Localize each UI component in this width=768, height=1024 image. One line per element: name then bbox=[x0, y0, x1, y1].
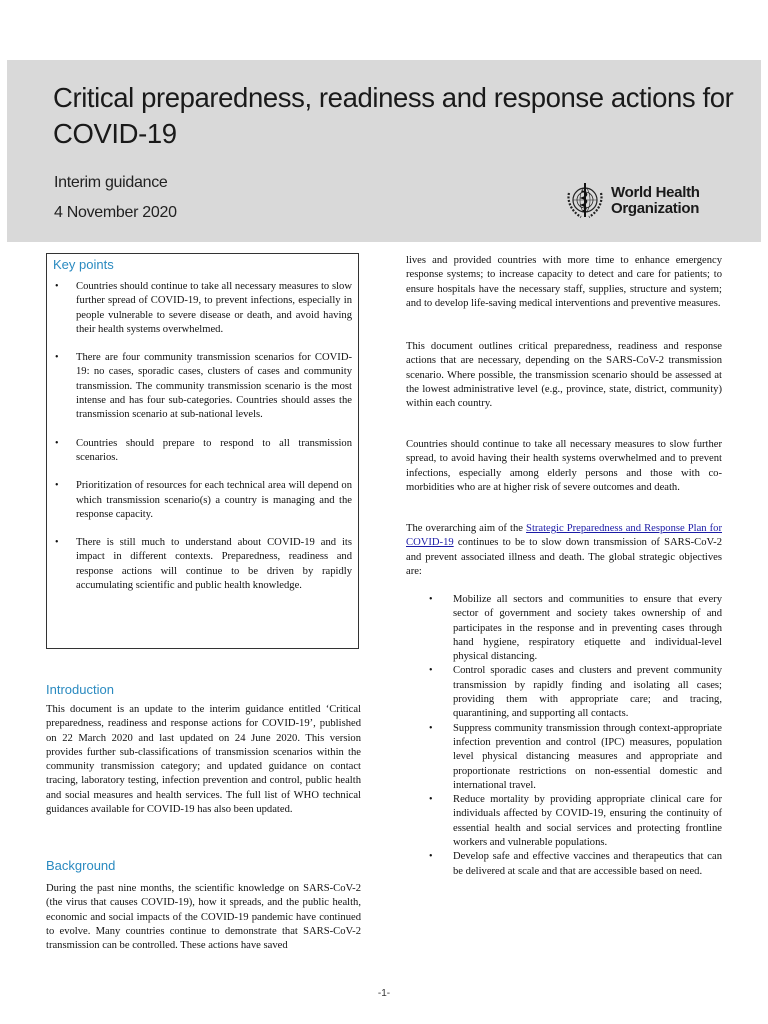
document-title: Critical preparedness, readiness and response actions for COVID-19 bbox=[53, 82, 734, 149]
bullet-icon: • bbox=[429, 594, 433, 605]
key-point-item bbox=[47, 479, 358, 522]
key-point-text: Prioritization of resources for each technical area will depend on which transmission scenario(s) a country is managing and the response capacity. bbox=[76, 480, 352, 520]
key-point-text: Countries should continue to take all necessary measures to slow further spread of COVID-19, to prevent infections, especially in people vulnerable to severe disease or death, and avoid having their health systems overwhelmed. bbox=[76, 281, 352, 335]
bullet-icon: • bbox=[55, 537, 59, 549]
background-paragraph: During the past nine months, the scientific knowledge on SARS-CoV-2 (the virus that causes COVID-19), how it spreads, and the public health, economic and social impacts of the COVID-19 pandemic have continued to evolve. Many countries continue to demonstrate that SARS-CoV-2 transmission can be controlled. These actions have saved bbox=[46, 883, 361, 952]
background-paragraph-continued: lives and provided countries with more time to enhance emergency response systems; to increase capacity to detect and care for patients; to ensure hospitals have the necessary staff, supplies, structure and system; and to develop life-saving medical interventions and preventive measures. bbox=[406, 255, 722, 309]
who-logo-line1: World Health bbox=[611, 184, 700, 201]
who-emblem-icon bbox=[563, 179, 607, 223]
key-points-box bbox=[46, 253, 359, 649]
bullet-icon: • bbox=[429, 665, 433, 677]
bullet-icon: • bbox=[429, 794, 433, 806]
objective-item bbox=[426, 850, 722, 879]
objective-text: Control sporadic cases and clusters and prevent community transmission by rapidly finding and isolating all cases; providing them with appropriate care; and tracing, quarantining, and supporting all contacts. bbox=[453, 665, 722, 720]
key-points-list bbox=[47, 280, 358, 607]
who-logo-line2: Organization bbox=[611, 200, 700, 217]
document-subtitle: Interim guidance bbox=[54, 174, 168, 191]
bullet-icon: • bbox=[55, 480, 59, 492]
introduction-paragraph: This document is an update to the interim guidance entitled ‘Critical preparedness, readiness and response actions for COVID-19’, published on 22 March 2020 and last updated on 24 June 2020. This version provides further sub-classifications of transmission scenarios within the community transmission category; and updated guidance on contact tracing, laboratory testing, infection prevention and control, public health and social measures and health services. The full list of WHO technical guidances available for COVID-19 has also been updated. bbox=[46, 704, 361, 816]
introduction-heading: Introduction bbox=[46, 682, 114, 697]
objective-text: Reduce mortality by providing appropriate clinical care for individuals affected by COVID-19, ensuring the continuity of essential health and social services and protecting frontline workers and vulnerable populations. bbox=[453, 794, 722, 849]
key-point-text: There are four community transmission scenarios for COVID-19: no cases, sporadic cases, clusters of cases and community transmission. The community transmission scenario is the most intense and has four sub-categories. Countries should asses the transmission scenario at sub-national levels. bbox=[76, 352, 352, 421]
objective-text: Develop safe and effective vaccines and therapeutics that can be delivered at scale and that are accessible based on need. bbox=[453, 851, 722, 877]
strategic-plan-link[interactable]: Strategic Preparedness and Response Plan for COVID-19 bbox=[406, 523, 722, 549]
key-points-title: Key points bbox=[53, 257, 114, 272]
key-point-item bbox=[47, 536, 358, 593]
bullet-icon: • bbox=[429, 851, 433, 863]
objective-item bbox=[426, 664, 722, 721]
page-number: -1- bbox=[377, 988, 391, 999]
key-point-text: There is still much to understand about COVID-19 and its impact in different contexts. Preparedness, readiness and response actions will continue to be driven by rapidly accumulating scientific and public health knowledge. bbox=[76, 537, 352, 592]
document-date: 4 November 2020 bbox=[54, 204, 177, 221]
objective-text: Suppress community transmission through context-appropriate infection prevention and control (IPC) measures, population level physical distancing measures and appropriate and proportionate restrictions on non-essential domestic and international travel. bbox=[453, 722, 722, 791]
objective-item bbox=[426, 593, 722, 664]
key-point-item bbox=[47, 351, 358, 422]
objective-item bbox=[426, 793, 722, 850]
bullet-icon: • bbox=[55, 437, 59, 449]
measures-paragraph: Countries should continue to take all necessary measures to slow further spread, to avoid having their health systems overwhelmed and to prevent infections, especially among elderly persons and those with co-morbidities who are at higher risk of severe outcomes and death. bbox=[406, 439, 722, 493]
bullet-icon: • bbox=[429, 722, 433, 734]
bullet-icon: • bbox=[55, 281, 59, 292]
objective-text: Mobilize all sectors and communities to ensure that every sector of government and society takes ownership of and participates in the response and in preventing cases through hand hygiene, respiratory etiquette and individual-level physical distancing. bbox=[453, 594, 722, 663]
objective-item bbox=[426, 722, 722, 793]
aim-text-after: continues to be to slow down transmission of SARS-CoV-2 and prevent associated illness and death. The global strategic objectives are: bbox=[406, 537, 722, 577]
aim-text-before: The overarching aim of the bbox=[406, 523, 527, 534]
key-point-item bbox=[47, 280, 358, 337]
who-logo-text bbox=[611, 185, 700, 217]
aim-paragraph bbox=[406, 522, 722, 579]
key-point-text: Countries should prepare to respond to all transmission scenarios. bbox=[76, 437, 352, 463]
strategic-objectives-list bbox=[426, 593, 722, 879]
who-logo bbox=[563, 179, 700, 223]
outline-paragraph: This document outlines critical preparedness, readiness and response actions that are necessary, depending on the SARS-CoV-2 transmission scenario. Where possible, the transmission scenario should be assessed at the lowest administrative level (e.g., province, state, district, community) within each country. bbox=[406, 341, 722, 410]
key-point-item bbox=[47, 437, 358, 466]
background-heading: Background bbox=[46, 858, 116, 873]
bullet-icon: • bbox=[55, 352, 59, 364]
